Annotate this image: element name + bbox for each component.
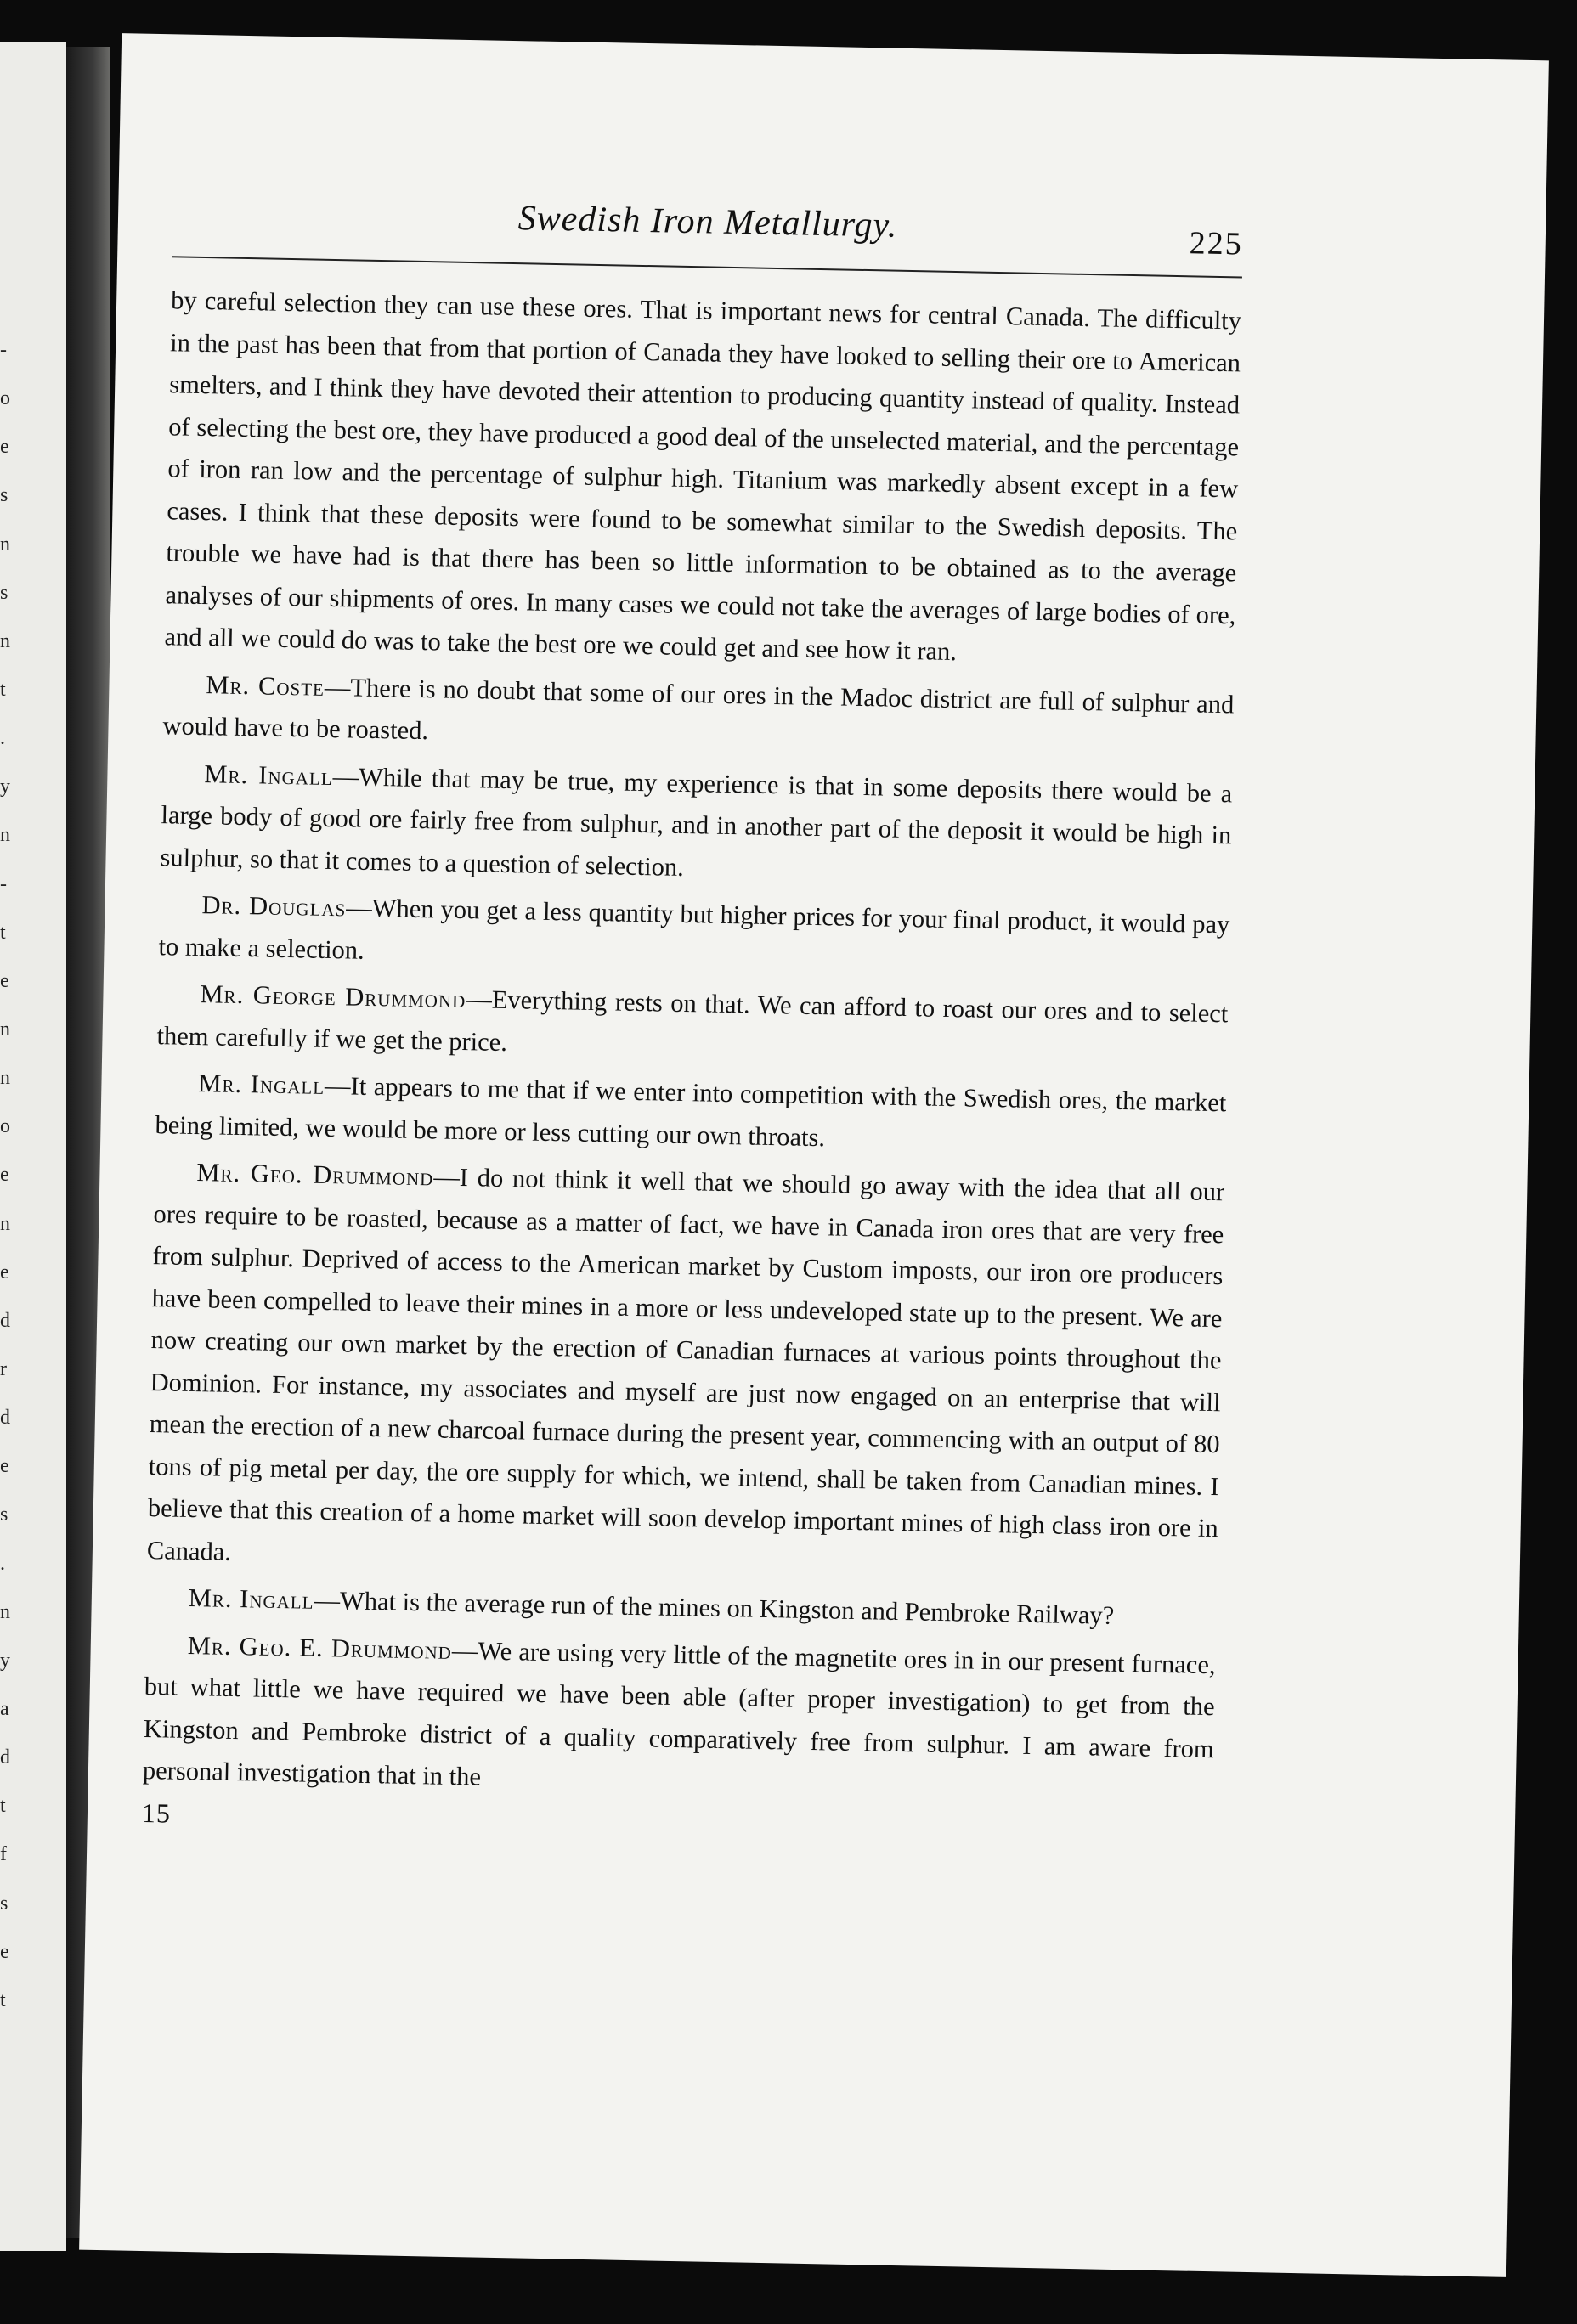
left-margin-glyph: . (0, 727, 5, 750)
left-margin-glyph: s (0, 484, 8, 507)
speech-text: —It appears to me that if we enter into competition with the Swedish ores, the market being limited, we would be more or less cutting our own throats. (155, 1070, 1227, 1152)
page-content (142, 174, 1244, 1848)
paragraph-ingall-2 (155, 1062, 1227, 1166)
speaker-name: Mr. Ingall (188, 1582, 314, 1615)
paragraph-geo-e-drummond (142, 1623, 1216, 1812)
left-margin-glyph: d (0, 1407, 10, 1430)
left-margin-glyph: d (0, 1746, 10, 1769)
left-margin-glyph: o (0, 387, 10, 410)
left-margin-glyph: d (0, 1309, 10, 1332)
speech-text: —There is no doubt that some of our ores in the Madoc district are full of sulphur and would have to be roasted. (162, 672, 1235, 746)
speaker-name: Mr. Geo. Drummond (196, 1158, 434, 1192)
left-margin-glyph: e (0, 1940, 9, 1963)
left-margin-glyph: n (0, 1212, 10, 1235)
left-margin-glyph: e (0, 1455, 9, 1478)
speaker-name: Mr. Ingall (204, 759, 333, 791)
page-number: 225 (1189, 225, 1244, 262)
left-margin-glyph: e (0, 436, 9, 459)
speech-text: —What is the average run of the mines on Kingston and Pembroke Railway? (314, 1585, 1115, 1630)
left-margin-glyph: a (0, 1698, 9, 1720)
running-head (172, 174, 1243, 271)
left-margin-glyph: - (0, 339, 7, 361)
running-title: Swedish Iron Metallurgy. (517, 199, 898, 245)
speaker-name: Mr. Geo. E. Drummond (187, 1630, 453, 1665)
left-margin-glyph: . (0, 1552, 5, 1575)
left-margin-glyph: n (0, 1018, 10, 1041)
paragraph-george-drummond (156, 973, 1229, 1077)
speech-text: —Everything rests on that. We can afford to roast our ores and to select them carefully if we get the price. (156, 984, 1229, 1057)
left-margin-glyph: n (0, 629, 10, 652)
left-margin-glyph: y (0, 1649, 10, 1672)
speaker-name: Mr. Ingall (198, 1069, 325, 1100)
paragraph-coste (162, 663, 1235, 768)
left-margin-glyph: o (0, 1115, 10, 1138)
left-margin-glyph: f (0, 1843, 7, 1866)
left-margin-glyph: s (0, 1503, 8, 1526)
left-margin-glyph: n (0, 824, 10, 847)
book-page (79, 33, 1549, 2277)
left-margin-glyph: t (0, 679, 6, 701)
speech-text: —I do not think it well that we should go away with the idea that all our ores require to be roasted, because as a matter of fact, we have in Canada iron ores that are very free from sulphur. Deprived of access to the American market by Custom imposts, our iron ore producers have been compelled to leave their mines in a more or less undeveloped state up to the present. We are now creating our own market by the erection of Canadian furnaces at various points throughout the Dominion. For instance, my associates and myself are just now engaged on an enterprise that will mean the erection of a new charcoal furnace during the present year, commencing with an output of 80 tons of pig metal per day, the ore supply for which, we intend, shall be taken from Canadian mines. I believe that this creation of a home market will soon develop important mines of high class iron ore in Canada. (146, 1162, 1225, 1566)
left-margin-glyph: e (0, 1164, 9, 1187)
left-margin-glyph: t (0, 1795, 6, 1818)
speaker-name: Dr. Douglas (201, 890, 347, 922)
left-margin-glyph: y (0, 776, 10, 798)
left-margin-glyph: - (0, 872, 7, 895)
left-margin-glyph: n (0, 1600, 10, 1623)
speech-text: —We are using very little of the magnetite ores in in our present furnace, but what little we have required we have been able (after proper investigation) to get from the Kingston and Pembroke district of a quality comparatively free from sulphur. I am aware from personal investigation that in the (142, 1635, 1216, 1791)
left-page-fragment (0, 42, 66, 2251)
left-margin-glyph: s (0, 1892, 8, 1915)
paragraph-ingall-1 (160, 753, 1233, 900)
left-margin-glyph: e (0, 1261, 9, 1283)
speech-text: —While that may be true, my experience is that in some deposits there would be a large body of good ore fairly free from sulphur, and in another part of the deposit it would be high in sulphur, so that it comes to a question of selection. (160, 761, 1233, 882)
speaker-name: Mr. George Drummond (200, 979, 466, 1014)
left-margin-glyph: n (0, 1067, 10, 1090)
left-margin-glyph: t (0, 921, 6, 944)
left-margin-glyph: t (0, 1988, 6, 2011)
left-margin-glyph: r (0, 1358, 7, 1380)
paragraph-continuation: by careful selection they can use these ores. That is important news for central Canada. The difficulty in the past has been that from that portion of Canada they have looked to selling their ore to American smelters, and I think they have devoted their attention to producing quantity instead of quality. Instead of selecting the best ore, they have produced a good deal of the unselected material, and the percentage of iron ran low and the percentage of sulphur high. Titanium was markedly absent except in a few cases. I think that these deposits were found to be somewhat similar to the Swedish deposits. The trouble we have had is that there has been so little information to be obtained as to the average analyses of our shipments of ores. In many cases we could not take the averages of large bodies of ore, and all we could do was to take the best ore we could get and see how it ran. (164, 285, 1242, 667)
signature-mark: 15 (141, 1797, 172, 1829)
left-margin-glyph: n (0, 533, 10, 556)
paragraph-geo-drummond (146, 1151, 1224, 1592)
speech-text: —When you get a less quantity but higher prices for your final product, it would pay to make a selection. (158, 893, 1230, 965)
left-margin-glyph: e (0, 969, 9, 992)
left-margin-glyph: s (0, 581, 8, 604)
paragraph-douglas (158, 883, 1230, 988)
speaker-name: Mr. Coste (206, 669, 325, 702)
